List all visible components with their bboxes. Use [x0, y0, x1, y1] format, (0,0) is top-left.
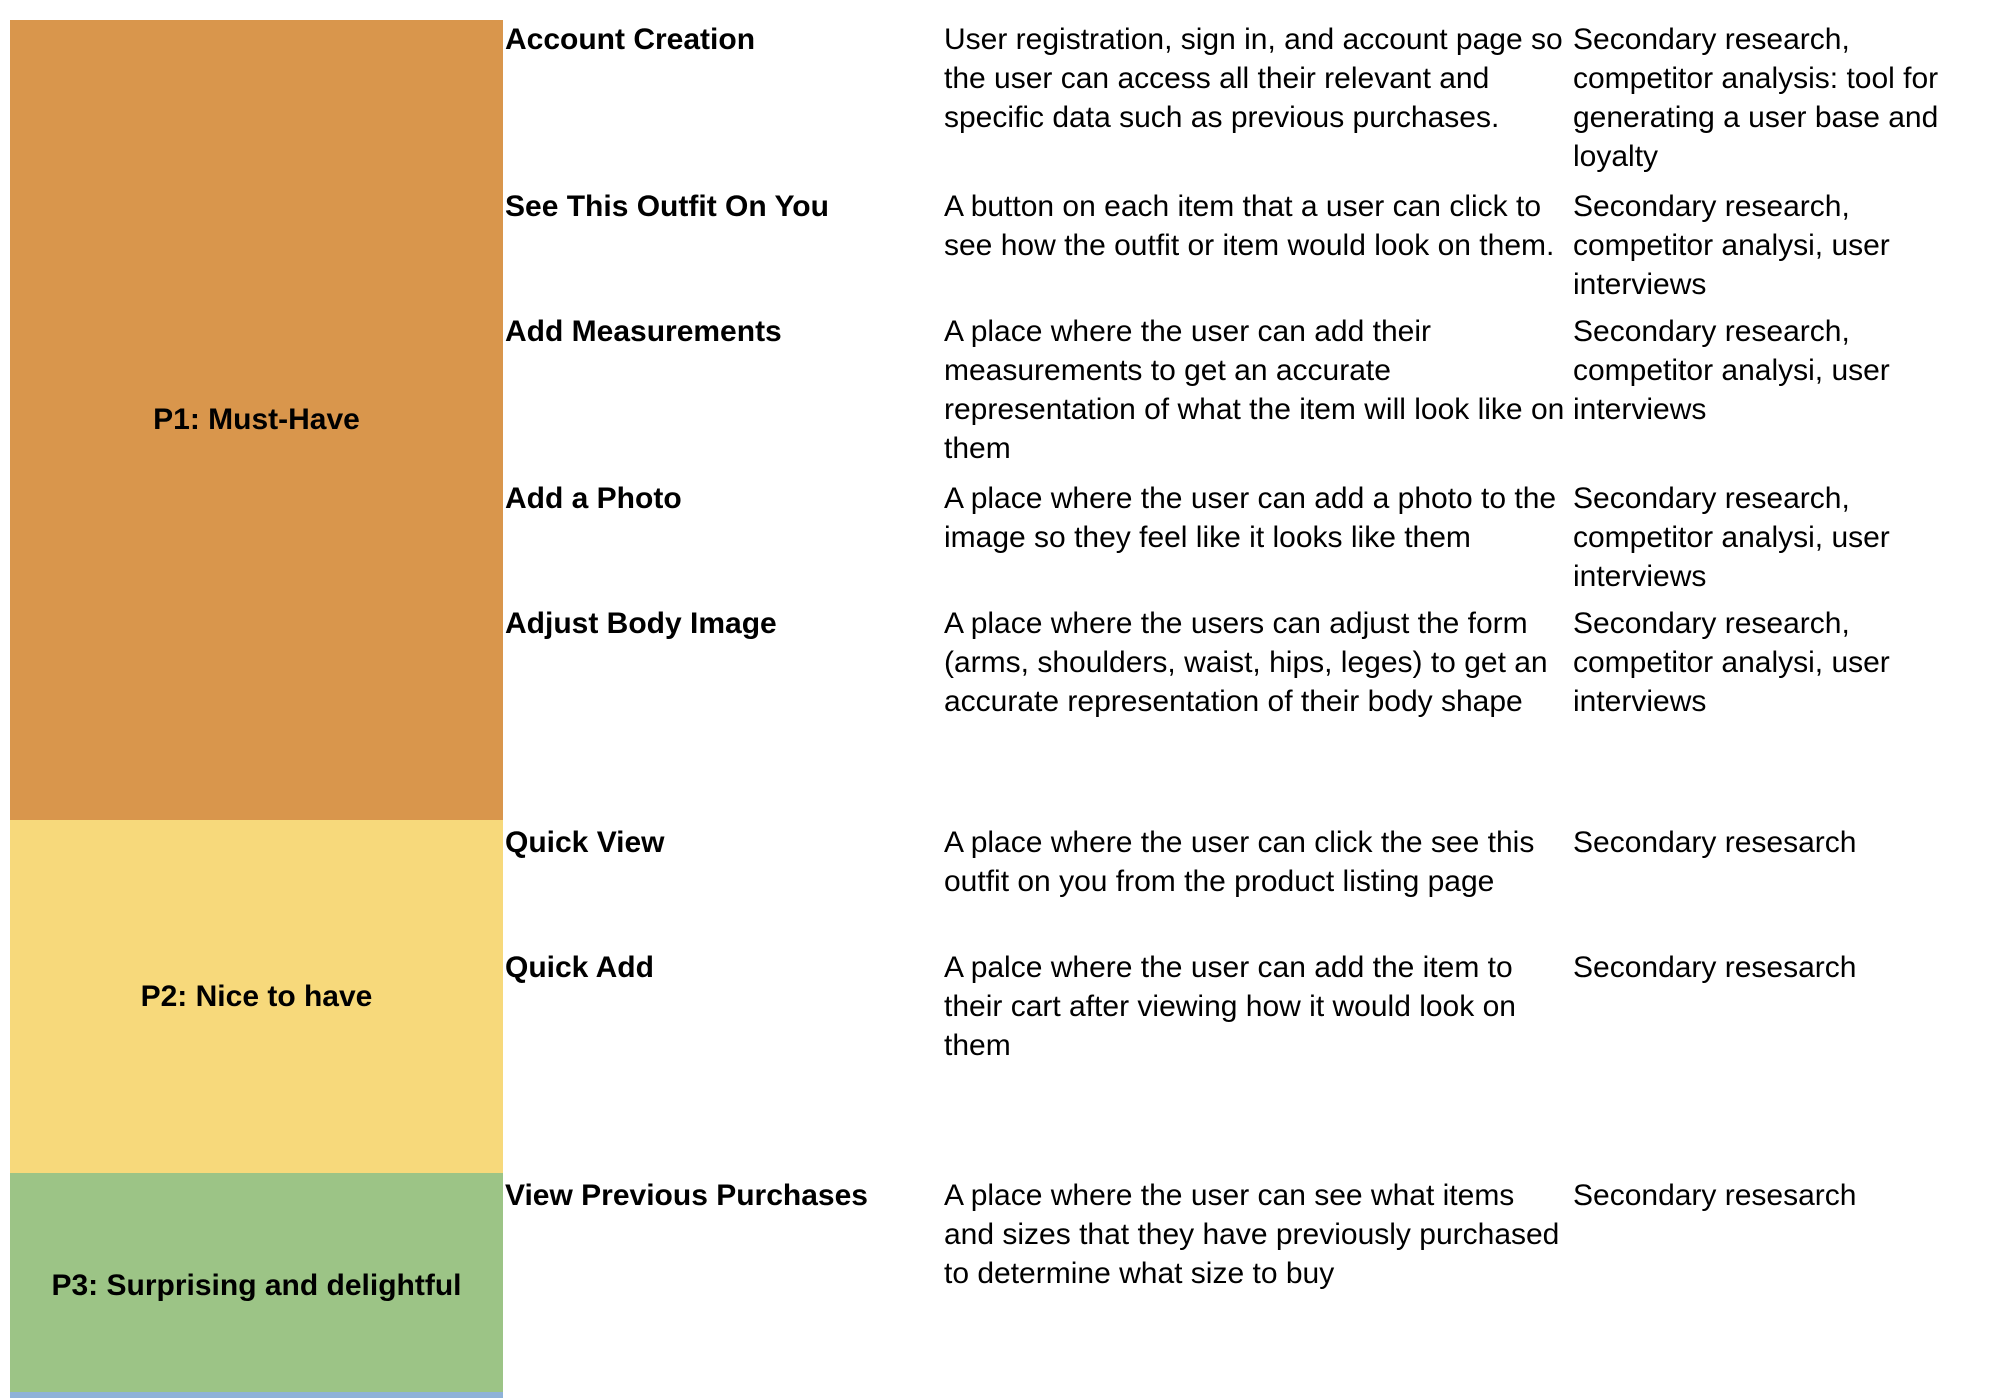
feature-name: Add Measurements [505, 315, 782, 348]
feature-name: Account Creation [505, 23, 756, 56]
feature-description: A place where the user can see what items and sizes that they have previously purchased to determine what size to buy [944, 1179, 1560, 1290]
priority-label-p3: P3: Surprising and delightful [51, 1268, 462, 1302]
priority-label-p1: P1: Must-Have [153, 403, 360, 436]
feature-name: View Previous Purchases [505, 1179, 868, 1212]
feature-description: A place where the user can click the see this outfit on you from the product listing page [944, 826, 1535, 898]
feature-description: A button on each item that a user can click to see how the outfit or item would look on them. [944, 190, 1555, 262]
priority-band-p3 [10, 1173, 503, 1398]
feature-source: Secondary resesarch [1573, 951, 1857, 984]
feature-source: Secondary research, competitor analysi, user interviews [1573, 482, 1890, 593]
feature-name: Quick View [505, 826, 665, 859]
priority-band-p2 [10, 820, 503, 1173]
feature-description: A place where the users can adjust the form (arms, shoulders, waist, hips, leges) to get an accurate representation of their body shape [944, 607, 1548, 718]
feature-source: Secondary resesarch [1573, 1179, 1857, 1212]
feature-source: Secondary resesarch [1573, 826, 1857, 859]
feature-source: Secondary research, competitor analysis: tool for generating a user base and loyalty [1573, 23, 1939, 173]
feature-name: Add a Photo [505, 482, 682, 515]
feature-source: Secondary research, competitor analysi, user interviews [1573, 315, 1890, 426]
feature-name: See This Outfit On You [505, 190, 829, 223]
priority-label-p2: P2: Nice to have [140, 979, 373, 1013]
feature-source: Secondary research, competitor analysi, user interviews [1573, 190, 1890, 301]
bottom-divider [10, 1392, 503, 1398]
feature-description: A palce where the user can add the item to their cart after viewing how it would look on them [944, 951, 1516, 1062]
feature-name: Quick Add [505, 951, 654, 984]
feature-name: Adjust Body Image [505, 607, 777, 640]
feature-description: A place where the user can add a photo to the image so they feel like it looks like them [944, 482, 1557, 554]
feature-description: A place where the user can add their measurements to get an accurate representation of what the item will look like on them [944, 315, 1565, 465]
feature-source: Secondary research, competitor analysi, user interviews [1573, 607, 1890, 718]
priority-band-p1 [10, 20, 503, 820]
feature-description: User registration, sign in, and account page so the user can access all their relevant and specific data such as previous purchases. [944, 23, 1563, 134]
